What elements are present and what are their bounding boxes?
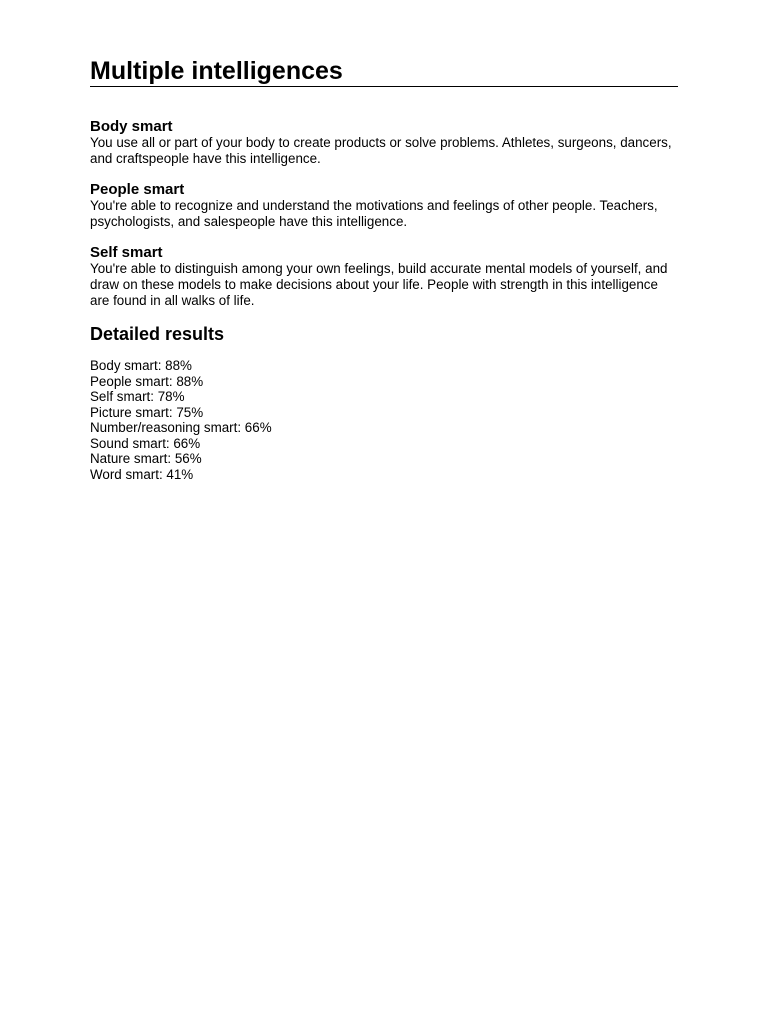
detailed-results-heading: Detailed results (90, 324, 225, 345)
document-content (90, 56, 678, 482)
result-item: Body smart: 88% (90, 358, 192, 374)
result-item: Picture smart: 75% (90, 404, 204, 420)
section-heading: People smart (90, 181, 185, 199)
result-item: Word smart: 41% (90, 466, 194, 482)
section-description: You're able to distinguish among your own feelings, build accurate mental models of yourself, and draw on these models to make decisions about your life. People with strength in this intelligence are found in all walks of life. (90, 261, 668, 308)
result-item: Sound smart: 66% (90, 435, 201, 451)
detailed-results-list (90, 358, 678, 482)
section-heading: Self smart (90, 244, 163, 262)
result-item: Number/reasoning smart: 66% (90, 420, 272, 436)
intelligence-sections (90, 118, 678, 308)
section-description: You're able to recognize and understand the motivations and feelings of other people. Teachers, psychologists, and salespeople have this intelligence. (90, 198, 658, 229)
page-title: Multiple intelligences (90, 56, 678, 87)
section-people-smart (90, 181, 678, 229)
section-body-smart (90, 118, 678, 166)
section-heading: Body smart (90, 118, 173, 135)
section-self-smart (90, 244, 678, 308)
section-description: You use all or part of your body to create products or solve problems. Athletes, surgeons, dancers, and craftspeople have this intelligence. (90, 135, 672, 166)
result-item: Nature smart: 56% (90, 451, 202, 467)
result-item: Self smart: 78% (90, 389, 185, 405)
result-item: People smart: 88% (90, 373, 204, 389)
